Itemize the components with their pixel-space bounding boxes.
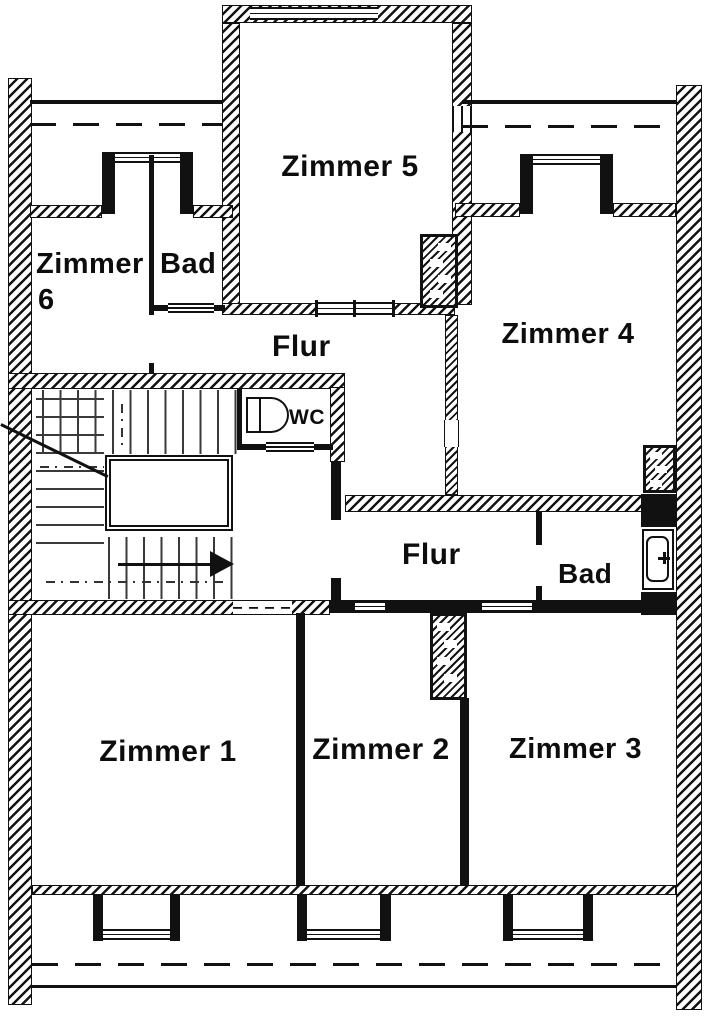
door-zimmer2 xyxy=(355,601,385,612)
dormer-left-top-line xyxy=(30,100,222,104)
room-label-zimmer4: Zimmer 4 xyxy=(501,318,635,350)
wall-wc-right xyxy=(330,387,345,462)
stair-direction-arrow-icon xyxy=(210,551,234,577)
wall-zimmer2-zimmer3 xyxy=(460,698,469,890)
wall-bath-niche-bottom xyxy=(641,592,676,615)
room-label-zimmer6-line1: Zimmer xyxy=(36,248,144,280)
window-dormer-right xyxy=(533,154,600,165)
wall-bath-niche-top xyxy=(641,494,676,527)
stair-direction-line xyxy=(118,563,214,566)
wall-exterior-left xyxy=(8,78,32,1005)
chimney-flue xyxy=(438,275,451,283)
bay-wall xyxy=(297,894,307,941)
wall-zimmer6-top-left xyxy=(30,205,102,218)
wall-bad-left-upper xyxy=(536,512,542,545)
chimney-flue xyxy=(650,452,662,459)
door-jamb xyxy=(392,300,395,317)
bay-wall xyxy=(93,894,103,941)
chimney-flue xyxy=(430,259,443,267)
toilet-icon xyxy=(246,397,261,433)
toilet-icon xyxy=(261,397,289,433)
wall-wc-left xyxy=(237,389,242,447)
stair-guide-line xyxy=(46,581,228,583)
wall-bad-left-lower xyxy=(536,586,542,600)
chimney-flue xyxy=(655,466,667,473)
window-zimmer5-top xyxy=(250,7,378,20)
wall-zimmer1-zimmer2 xyxy=(296,613,305,890)
dormer-left-window-jamb xyxy=(102,152,115,214)
wall-zimmer4-top-right xyxy=(613,203,676,217)
room-label-zimmer5: Zimmer 5 xyxy=(281,150,419,183)
room-label-wc: WC xyxy=(289,406,325,429)
stairwell-opening xyxy=(105,455,233,531)
bay-wall xyxy=(170,894,180,941)
facade-line-bottom xyxy=(32,985,676,988)
dormer-right-window-jamb xyxy=(600,154,613,214)
room-label-flur-upper: Flur xyxy=(272,330,331,363)
chimney-flue xyxy=(430,290,443,298)
door-bad-upper xyxy=(168,303,214,313)
door-jamb xyxy=(353,300,356,317)
window-bottom-3 xyxy=(513,929,583,940)
room-label-zimmer1: Zimmer 1 xyxy=(99,735,237,768)
wall-zimmer6-top-right xyxy=(193,205,233,218)
room-label-flur-lower: Flur xyxy=(402,538,461,571)
wall-stair-top xyxy=(8,373,345,389)
chimney-flue xyxy=(650,480,662,487)
window-bottom-1 xyxy=(103,929,170,940)
window-dormer-left xyxy=(115,152,180,163)
dormer-left-window-jamb xyxy=(180,152,193,214)
door-zimmer4 xyxy=(444,420,459,447)
stair-guide-line xyxy=(121,404,123,452)
dormer-right-dashed-eave xyxy=(462,125,676,128)
chimney-flue xyxy=(437,657,450,665)
room-label-bad-upper: Bad xyxy=(160,248,217,280)
chimney-flue xyxy=(438,243,451,251)
bathtub-tap-icon xyxy=(663,552,666,564)
wall-zimmer4-top-left xyxy=(455,203,520,217)
room-label-zimmer2: Zimmer 2 xyxy=(312,733,450,766)
room-label-zimmer3: Zimmer 3 xyxy=(509,733,642,765)
window-zimmer5-right xyxy=(452,106,472,132)
door-jamb xyxy=(315,300,318,317)
dormer-left-dashed-eave xyxy=(30,123,222,126)
window-bottom-2 xyxy=(307,929,380,940)
wall-zimmer6-bad-divider xyxy=(149,155,154,315)
chimney-flue xyxy=(437,623,450,631)
wall-flur-zimmer4 xyxy=(445,315,458,495)
stair-flight-left xyxy=(36,398,104,558)
door-zimmer3 xyxy=(482,601,532,612)
door-zimmer1 xyxy=(233,600,292,615)
bay-wall xyxy=(503,894,513,941)
bay-wall xyxy=(380,894,391,941)
room-label-bad-lower: Bad xyxy=(558,558,613,589)
chimney-flue xyxy=(444,640,457,648)
dormer-right-top-line xyxy=(462,100,676,104)
room-label-zimmer6-line2: 6 xyxy=(38,284,55,316)
dormer-right-window-jamb xyxy=(520,154,533,214)
chimney-flue xyxy=(444,674,457,682)
wall-zimmer5-left xyxy=(222,23,240,305)
eave-dashed-line-bottom xyxy=(32,963,676,966)
wall-lower-flur-top xyxy=(345,495,676,512)
door-wc xyxy=(266,442,314,452)
wall-bottom-band xyxy=(32,885,676,895)
bay-wall xyxy=(583,894,593,941)
wall-corridor-left-upper xyxy=(331,462,341,520)
wall-exterior-right xyxy=(676,85,702,1010)
